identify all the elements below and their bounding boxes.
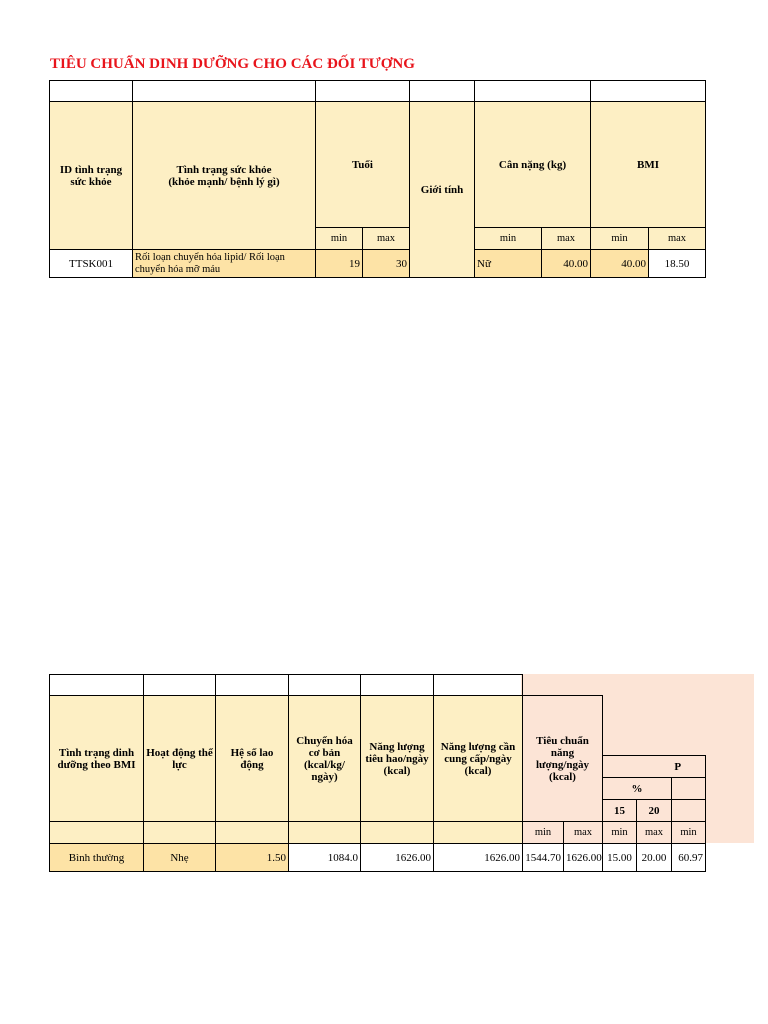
cell-weight-min[interactable]: 40.00 [542,250,591,278]
header-basal-metabolism[interactable]: Chuyển hóa cơ bản (kcal/kg/ ngày) [289,696,361,822]
cell[interactable] [410,81,475,102]
cell-energy-expenditure[interactable]: 1626.00 [361,844,434,872]
header-energy-expenditure[interactable]: Năng lượng tiêu hao/ngày (kcal) [361,696,434,822]
header-age-max[interactable]: max [363,228,410,250]
cell[interactable] [672,778,706,800]
header-standard-min[interactable]: min [523,822,564,844]
header-energy-standard[interactable]: Tiêu chuẩn năng lượng/ngày (kcal) [523,696,603,822]
header-activity[interactable]: Hoạt động thể lực [144,696,216,822]
header-standard-max[interactable]: max [564,822,603,844]
header-p-min[interactable]: min [603,822,637,844]
cell-bmi-min[interactable]: 18.50 [649,250,706,278]
cell-p-max[interactable]: 20.00 [637,844,672,872]
cell[interactable] [144,822,216,844]
cell-standard-max[interactable]: 1626.00 [564,844,603,872]
header-bmi-min[interactable]: min [591,228,649,250]
header-g-min[interactable]: min [672,822,706,844]
header-energy-supply[interactable]: Năng lượng cần cung cấp/ngày (kcal) [434,696,523,822]
cell-gender[interactable]: Nữ [475,250,542,278]
cell[interactable] [289,822,361,844]
cell-health[interactable]: Rối loạn chuyển hóa lipid/ Rối loạn chuyển hóa mỡ máu [133,250,316,278]
header-p20[interactable]: 20 [637,800,672,822]
cell-age-min[interactable]: 19 [316,250,363,278]
header-protein[interactable]: P [603,756,706,778]
header-health-line2: (khỏe mạnh/ bệnh lý gì) [168,175,280,188]
cell[interactable] [144,675,216,696]
cell[interactable] [133,81,316,102]
page-title: TIÊU CHUẨN DINH DƯỠNG CHO CÁC ĐỐI TƯỢNG [50,56,415,72]
cell[interactable] [672,800,706,822]
header-health-status[interactable] [133,102,316,250]
header-gender[interactable]: Giới tính [410,102,475,278]
cell[interactable] [361,822,434,844]
header-p-max[interactable]: max [637,822,672,844]
cell-id[interactable]: TTSK001 [50,250,133,278]
cell[interactable] [523,675,706,696]
cell[interactable] [50,675,144,696]
health-status-table [49,80,706,278]
cell-bmi-status[interactable]: Bình thường [50,844,144,872]
header-p15[interactable]: 15 [603,800,637,822]
cell-age-max[interactable]: 30 [363,250,410,278]
header-age[interactable]: Tuổi [316,102,410,228]
cell-labor-coefficient[interactable]: 1.50 [216,844,289,872]
cell[interactable] [50,822,144,844]
cell-weight-max[interactable]: 40.00 [591,250,649,278]
header-percent[interactable]: % [603,778,672,800]
header-weight-min[interactable]: min [475,228,542,250]
cell-basal-metabolism[interactable]: 1084.0 [289,844,361,872]
cell-energy-supply[interactable]: 1626.00 [434,844,523,872]
cell-activity[interactable]: Nhẹ [144,844,216,872]
cell[interactable] [591,81,706,102]
cell[interactable] [289,675,361,696]
header-age-min[interactable]: min [316,228,363,250]
cell[interactable] [475,81,591,102]
cell-p-min[interactable]: 15.00 [603,844,637,872]
cell[interactable] [434,822,523,844]
header-labor-coefficient[interactable]: Hệ số lao động [216,696,289,822]
header-weight[interactable]: Cân nặng (kg) [475,102,591,228]
cell[interactable] [361,675,434,696]
header-health-line1: Tình trạng sức khỏe [176,163,272,176]
cell[interactable] [603,696,706,756]
header-weight-max[interactable]: max [542,228,591,250]
cell[interactable] [216,675,289,696]
cell-g-min[interactable]: 60.97 [672,844,706,872]
cell[interactable] [50,81,133,102]
cell-standard-min[interactable]: 1544.70 [523,844,564,872]
cell[interactable] [216,822,289,844]
header-bmi-max[interactable]: max [649,228,706,250]
header-bmi[interactable]: BMI [591,102,706,228]
cell[interactable] [316,81,410,102]
nutrition-energy-table [49,674,706,872]
cell[interactable] [434,675,523,696]
header-id[interactable]: ID tình trạng sức khỏe [50,102,133,250]
header-bmi-status[interactable]: Tình trạng dinh dưỡng theo BMI [50,696,144,822]
